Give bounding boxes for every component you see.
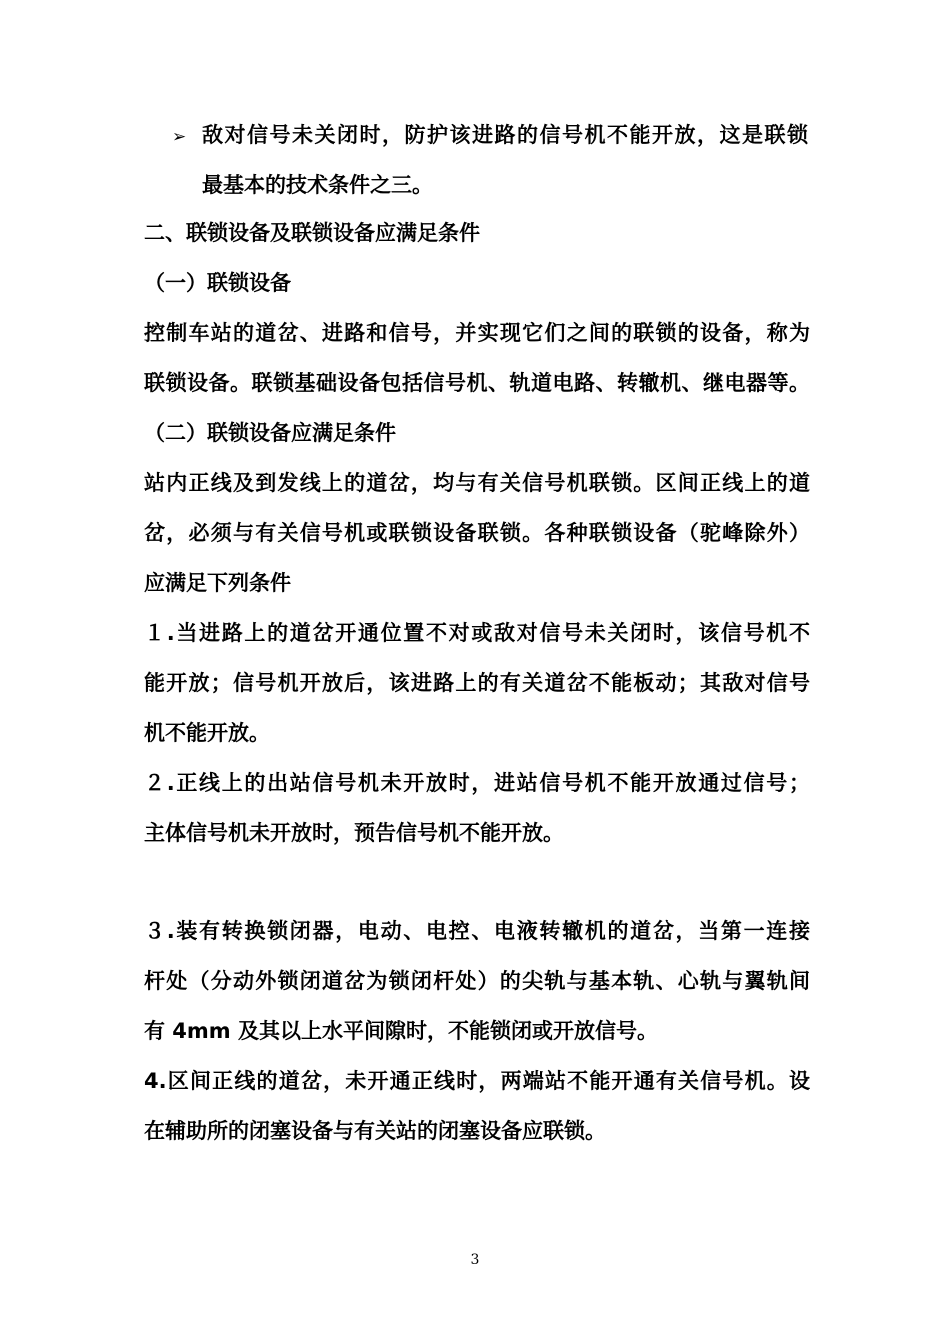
list-item-1-line: 机不能开放。 (144, 721, 270, 745)
subsection-heading-1: （一）联锁设备 (144, 271, 291, 295)
list-item-1-line: １.当进路上的道岔开通位置不对或敌对信号未关闭时，该信号机不 (144, 621, 810, 645)
page-number: 3 (470, 1252, 480, 1268)
list-item-3-line: 有 4mm 及其以上水平间隙时，不能锁闭或开放信号。 (144, 1019, 658, 1043)
list-item-2-line: 主体信号机未开放时，预告信号机不能开放。 (144, 821, 564, 845)
bullet-arrow-icon: ➢ (172, 127, 187, 147)
list-item-4-line: 在辅助所的闭塞设备与有关站的闭塞设备应联锁。 (144, 1119, 606, 1143)
list-item-4-line: 4.区间正线的道岔，未开通正线时，两端站不能开通有关信号机。设 (144, 1069, 810, 1093)
list-item-3-line: ３.装有转换锁闭器，电动、电控、电液转辙机的道岔，当第一连接 (144, 919, 810, 943)
paragraph-line: 站内正线及到发线上的道岔，均与有关信号机联锁。区间正线上的道 (144, 471, 810, 495)
bullet-line-2: 最基本的技术条件之三。 (202, 173, 433, 197)
bullet-line-1: 敌对信号未关闭时，防护该进路的信号机不能开放，这是联锁 (202, 123, 808, 147)
subsection-heading-2: （二）联锁设备应满足条件 (144, 421, 396, 445)
section-heading: 二、联锁设备及联锁设备应满足条件 (144, 221, 480, 245)
paragraph-line: 应满足下列条件 (144, 571, 291, 595)
list-item-3-line: 杆处（分动外锁闭道岔为锁闭杆处）的尖轨与基本轨、心轨与翼轨间 (144, 969, 810, 993)
list-item-1-line: 能开放；信号机开放后，该进路上的有关道岔不能板动；其敌对信号 (144, 671, 810, 695)
paragraph-line: 控制车站的道岔、进路和信号，并实现它们之间的联锁的设备，称为 (144, 321, 810, 345)
paragraph-line: 联锁设备。联锁基础设备包括信号机、轨道电路、转辙机、继电器等。 (144, 371, 810, 395)
paragraph-line: 岔，必须与有关信号机或联锁设备联锁。各种联锁设备（驼峰除外） (144, 521, 810, 545)
list-item-2-line: ２.正线上的出站信号机未开放时，进站信号机不能开放通过信号； (144, 771, 810, 795)
